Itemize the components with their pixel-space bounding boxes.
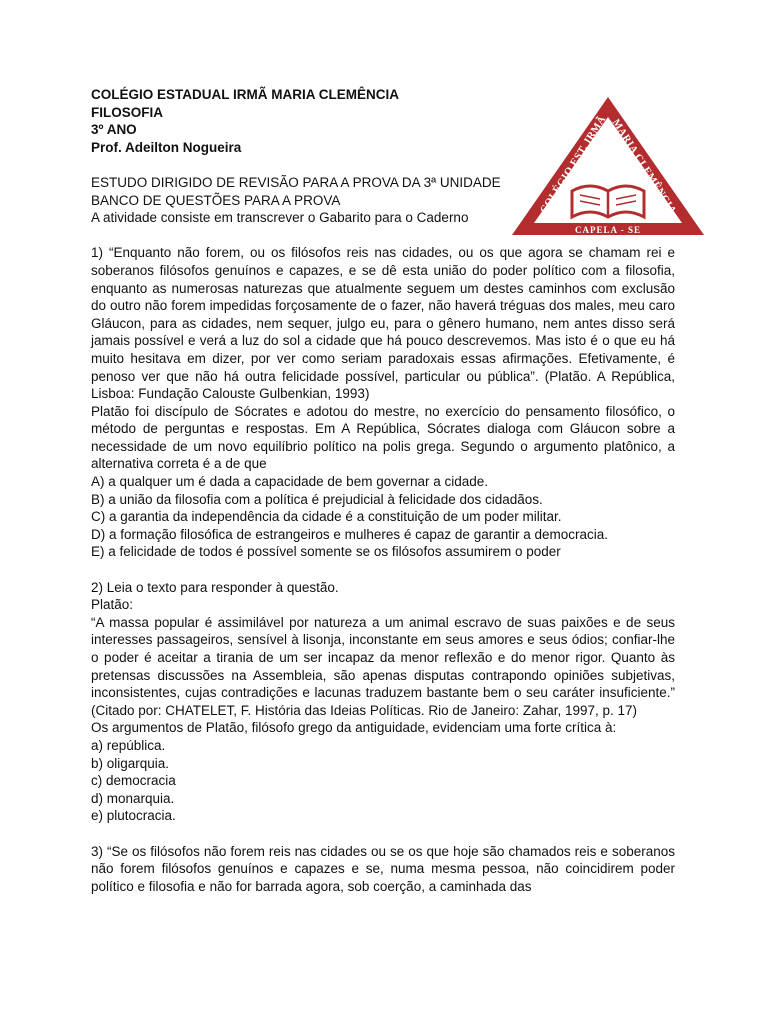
question-2-option: c) democracia [91,773,176,789]
question-1-context: Platão foi discípulo de Sócrates e adotou do mestre, no exercício do pensamento filosófico, o método de perguntas e respostas. Em A República, Sócrates dialoga com Gláucon sobre a necessidade de um novo equilíbrio político na polis grega. Segundo o argumento platônico, a alternativa correta é a de que [91,403,675,472]
question-2 [91,579,675,825]
question-3-quote: 3) “Se os filósofos não forem reis nas cidades ou se os que hoje são chamados reis e soberanos não forem filósofos genuínos e capazes e se, numa mesma pessoa, não coincidirem poder político e filosofia e não for barrada agora, sob coerção, a caminhada das [91,843,675,894]
question-2-author: Platão: [91,597,134,613]
subject-name: FILOSOFIA [91,104,163,120]
emblem-text-bottom: CAPELA - SE [574,225,642,235]
grade-label: 3º ANO [91,122,137,138]
emblem-text-left: COLÉGIO EST. IRMÃ [538,114,609,216]
question-2-option: b) oligarquia. [91,755,170,771]
school-name: COLÉGIO ESTADUAL IRMÃ MARIA CLEMÊNCIA [91,87,399,102]
intro-section [91,174,675,227]
question-2-option: d) monarquia. [91,790,175,806]
question-2-prompt: Os argumentos de Platão, filósofo grego da antiguidade, evidenciam uma forte crítica à: [91,720,617,736]
question-1-option: A) a qualquer um é dada a capacidade de bem governar a cidade. [91,474,489,490]
question-2-intro: 2) Leia o texto para responder à questão. [91,579,339,595]
document-header [91,86,675,156]
teacher-name: Prof. Adeilton Nogueira [91,139,242,155]
question-1-option: B) a união da filosofia com a política é prejudicial à felicidade dos cidadãos. [91,491,543,507]
intro-subtitle: BANCO DE QUESTÕES PARA A PROVA [91,192,341,208]
question-1-option: D) a formação filosófica de estrangeiros e mulheres é capaz de garantir a democracia. [91,526,609,542]
question-2-quote: “A massa popular é assimilável por natureza a um animal escravo de suas paixões e de seus interesses passageiros, sensível à lisonja, inconstante em seus amores e seus ódios; confiar-lhe o poder é aceitar a tirania de um ser incapaz da menor reflexão e do menor rigor. Quanto às pretensas discussões na Assembleia, são apenas disputas contrapondo opiniões subjetivas, inconsistentes, cujas contradições e lacunas traduzem bastante bem o seu caráter insuficiente.” (Citado por: CHATELET, F. História das Ideias Políticas. Rio de Janeiro: Zahar, 1997, p. 17) [91,614,675,718]
intro-instruction: A atividade consiste em transcrever o Gabarito para o Caderno [91,210,469,226]
question-1-option: C) a garantia da independência da cidade é a constituição de um poder militar. [91,509,562,525]
question-1 [91,244,675,561]
question-2-option: a) república. [91,737,166,753]
question-1-quote: 1) “Enquanto não forem, ou os filósofos reis nas cidades, ou os que agora se chamam rei e soberanos filósofos genuínos e capazes, e se dê esta união do poder político com a filosofia, enquanto as numerosas naturezas que atualmente seguem um destes caminhos com exclusão do outro não forem impedidas forçosamente de o fazer, não haverá tréguas dos males, meu caro Gláucon, para as cidades, nem sequer, julgo eu, para o gênero humano, nem antes disso será jamais possível e verá a luz do sol a cidade que há pouco descrevemos. Mas isto é o que eu há muito hesitava em dizer, por ver como seriam paradoxais essas afirmações. Efetivamente, é penoso ver que não há outra felicidade possível, particular ou pública”. (Platão. A República, Lisboa: Fundação Calouste Gulbenkian, 1993) [91,245,675,402]
intro-title: ESTUDO DIRIGIDO DE REVISÃO PARA A PROVA DA 3ª UNIDADE [91,174,501,190]
question-1-option: E) a felicidade de todos é possível somente se os filósofos assumirem o poder [91,544,561,560]
question-2-option: e) plutocracia. [91,808,176,824]
question-3 [91,843,675,896]
document-content [91,86,675,895]
emblem-text-right: MARIA CLEMÊNCIA [609,117,679,217]
